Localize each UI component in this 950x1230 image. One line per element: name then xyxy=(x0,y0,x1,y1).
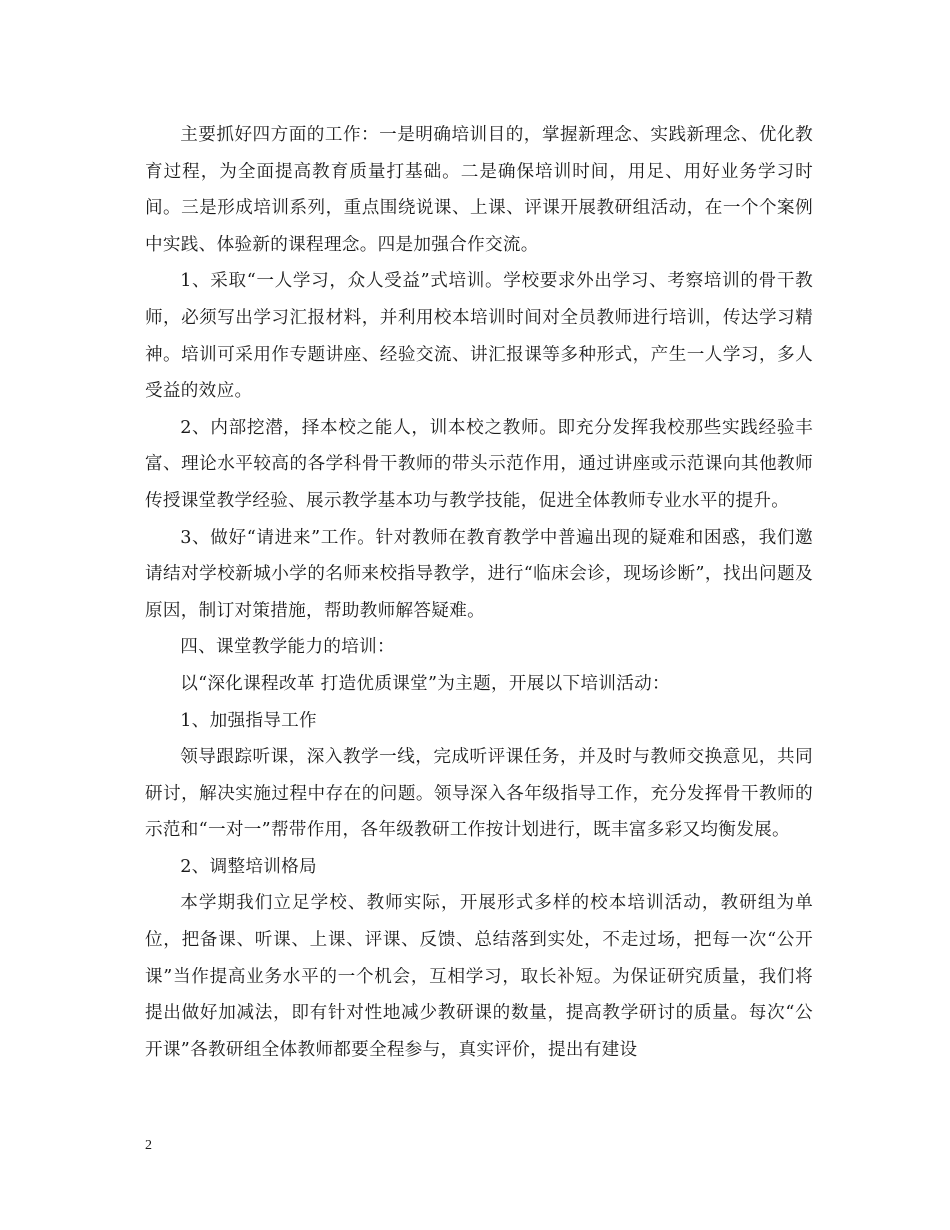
paragraph-training-focus: 主要抓好四方面的工作：一是明确培训目的，掌握新理念、实践新理念、优化教育过程，为全面提高教育质量打基础。二是确保培训时间，用足、用好业务学习时间。三是形成培训系列，重点围绕说课、上课、评课开展教研组活动，在一个个案例中实践、体验新的课程理念。四是加强合作交流。 xyxy=(145,125,813,255)
paragraph-guidance: 领导跟踪听课，深入教学一线，完成听评课任务，并及时与教师交换意见，共同研讨，解决实施过程中存在的问题。领导深入各年级指导工作，充分发挥骨干教师的示范和“一对一”帮带作用，各年级教研工作按计划进行，既丰富多彩又均衡发展。 xyxy=(145,747,813,841)
section-heading-classroom: 四、课堂教学能力的培训： xyxy=(180,637,395,658)
paragraph-theme: 以“深化课程改革 打造优质课堂”为主题，开展以下培训活动： xyxy=(180,673,670,694)
paragraph-item-1-learning: 1、采取“一人学习，众人受益”式培训。学校要求外出学习、考察培训的骨干教师，必须写出学习汇报材料，并利用校本培训时间对全员教师进行培训，传达学习精神。培训可采用作专题讲座、经验交流、讲汇报课等多种形式，产生一人学习，多人受益的效应。 xyxy=(145,271,813,402)
paragraph-adjust-format: 本学期我们立足学校、教师实际，开展形式多样的校本培训活动，教研组为单位，把备课、听课、上课、评课、反馈、总结落到实处，不走过场，把每一次“公开课”当作提高业务水平的一个机会，互相学习，取长补短。为保证研究质量，我们将提出做好加减法，即有针对性地减少教研课的数量，提高教学研讨的质量。每次“公开课”各教研组全体教师都要全程参与，真实评价，提出有建设 xyxy=(145,893,813,1060)
subheading-guidance: 1、加强指导工作 xyxy=(180,710,317,731)
paragraph-item-3-invite: 3、做好“请进来”工作。针对教师在教育教学中普遍出现的疑难和困惑，我们邀请结对学校新城小学的名师来校指导教学，进行“临床会诊，现场诊断”，找出问题及原因，制订对策措施，帮助教师解答疑难。 xyxy=(145,527,813,621)
document-body xyxy=(145,117,813,1068)
subheading-adjust-format: 2、调整培训格局 xyxy=(180,856,317,877)
paragraph-item-2-internal: 2、内部挖潜，择本校之能人，训本校之教师。即充分发挥我校那些实践经验丰富、理论水平较高的各学科骨干教师的带头示范作用，通过讲座或示范课向其他教师传授课堂教学经验、展示教学基本功与教学技能，促进全体教师专业水平的提升。 xyxy=(145,417,813,511)
page-number: 2 xyxy=(145,1138,152,1153)
